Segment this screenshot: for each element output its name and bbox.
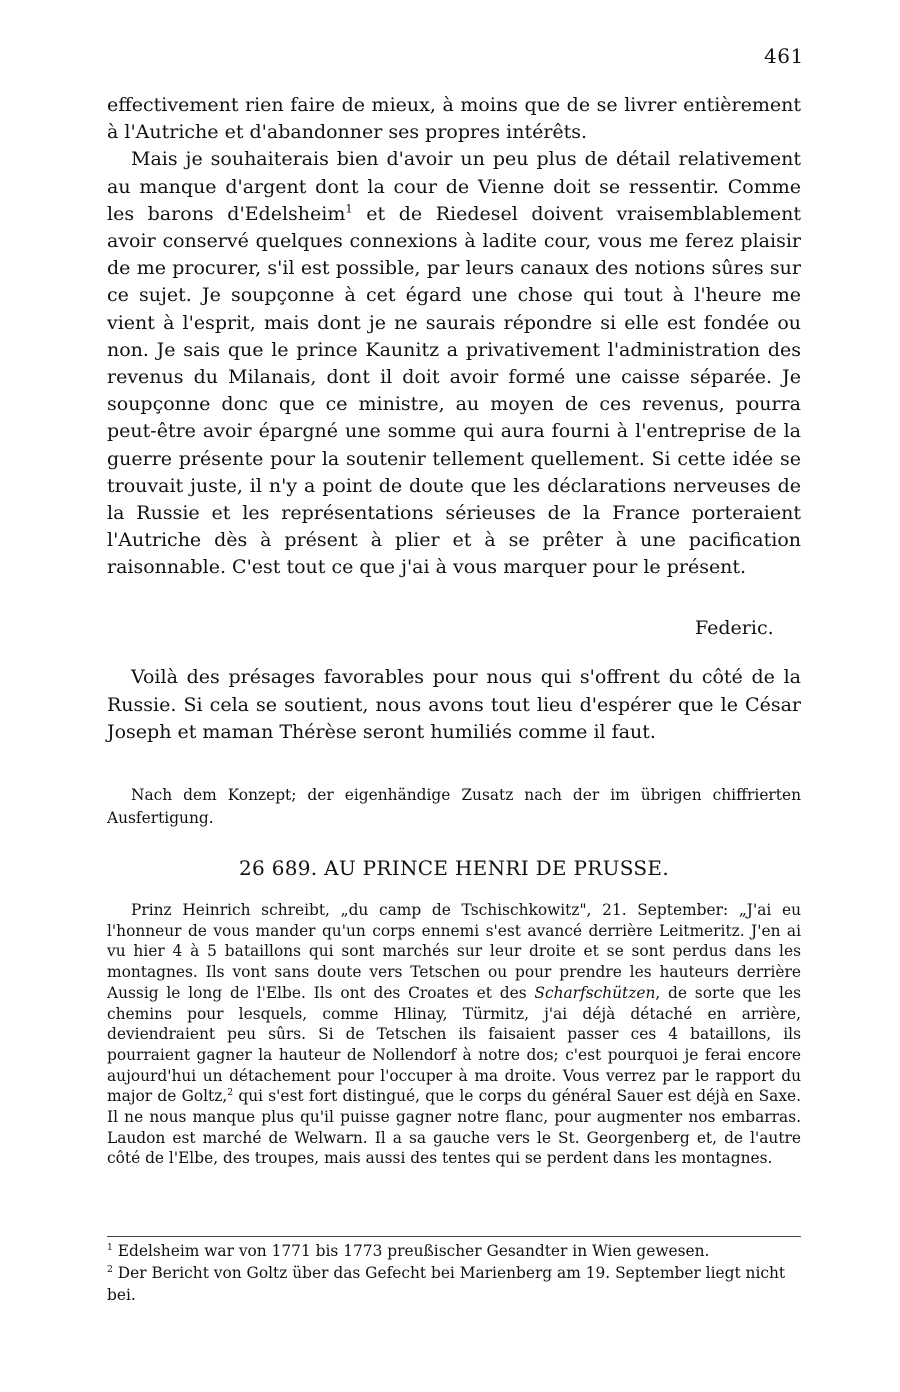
footnote-reference: 2 <box>227 1087 234 1099</box>
footnote-text: Edelsheim war von 1771 bis 1773 preußischer Gesandter in Wien gewesen. <box>112 1242 710 1260</box>
footnotes <box>107 1240 801 1306</box>
letter-text: Prinz Heinrich schreibt, „du camp de Tschischkowitz", 21. September: „J'ai eu l'honneur de vous mander qu'un corps ennemi s'est avancé derrière Leitmeritz. J'en ai vu hier 4 à 5 bataillons qui sont marchés sur leur droite et se sont perdus dans les montagnes. Ils vont sans doute vers Tetschen ou pour prendre les hauteurs derrière Aussig le long de l'Elbe. Ils ont des Croates et des <box>107 901 801 1002</box>
paragraph-text: et de Riedesel doivent vraisemblablement avoir conservé quelques connexions à ladite cour, vous me ferez plaisir de me procurer, s'il est possible, par leurs canaux des notions sûres sur ce sujet. Je soupçonne à cet égard une chose qui tout à l'heure me vient à l'esprit, mais dont je ne saurais répondre si elle est fondée ou non. Je sais que le prince Kaunitz a privativement l'administration des revenus du Milanais, dont il doit avoir formé une caisse séparée. Je soupçonne donc que ce ministre, au moyen de ces revenus, pourra peut-être avoir épargné une somme qui aura fourni à l'entreprise de la guerre présente pour la soutenir tellement quellement. Si cette idée se trouvait juste, il n'y a point de doute que les déclarations nerveuses de la Russie et les représentations sérieuses de la France porteraient l'Autriche dès à présent à plier et à se prêter à une pacification raisonnable. C'est tout ce que j'ai à vous marquer pour le présent. <box>107 202 801 579</box>
italic-term: Scharfschützen <box>534 983 656 1002</box>
paragraph: effectivement rien faire de mieux, à moins que de se livrer entièrement à l'Autriche et d'abandonner ses propres intérêts. <box>107 94 801 144</box>
footnote-divider <box>107 1236 801 1237</box>
source-note: Nach dem Konzept; der eigenhändige Zusatz nach der im übrigen chiffrierten Ausfertigung. <box>107 786 801 827</box>
main-text <box>107 92 801 582</box>
postscript: Voilà des présages favorables pour nous qui s'offrent du côté de la Russie. Si cela se soutient, nous avons tout lieu d'espérer que le César Joseph et maman Thérèse seront humiliés comme il faut. <box>107 666 801 743</box>
footnote <box>107 1262 801 1306</box>
signature: Federic. <box>695 617 774 639</box>
footnote-text: Der Bericht von Goltz über das Gefecht bei Marienberg am 19. September liegt nicht bei. <box>107 1264 786 1304</box>
letter-text: qui s'est fort distingué, que le corps du général Sauer est déjà en Saxe. Il ne nous manque plus qu'il puisse gagner notre flanc, pour augmenter nos embarras. Laudon est marché de Welwarn. Il a sa gauche vers le St. Georgenberg et, de l'autre côté de l'Elbe, des troupes, mais aussi des tentes qui se perdent dans les montagnes. <box>107 1087 802 1168</box>
footnote <box>107 1240 801 1262</box>
footnote-marker: 2 <box>107 1263 113 1275</box>
letter-heading: 26 689. AU PRINCE HENRI DE PRUSSE. <box>239 856 669 880</box>
letter-text: , de sorte que les chemins pour lesquels, comme Hlinay, Türmitz, j'ai déjà détaché en arrière, deviendraient peu sûrs. Si de Tetschen ils faisaient passer ces 4 bataillons, ils pourraient gagner la hauteur de Nollendorf à notre dos; c'est pourquoi je ferai encore aujourd'hui un détachement pour l'occuper à ma droite. Vous verrez par le rapport du major de Goltz, <box>107 983 801 1106</box>
letter-body <box>107 900 801 1169</box>
paragraph-text: Mais je souhaiterais bien d'avoir un peu plus de détail relativement au manque d'argent dont la cour de Vienne doit se ressentir. Comme les barons d'Edelsheim <box>107 148 801 225</box>
footnote-reference: 1 <box>345 201 353 216</box>
paragraph <box>107 146 801 581</box>
footnote-marker: 1 <box>107 1241 113 1253</box>
page-number: 461 <box>764 44 804 68</box>
